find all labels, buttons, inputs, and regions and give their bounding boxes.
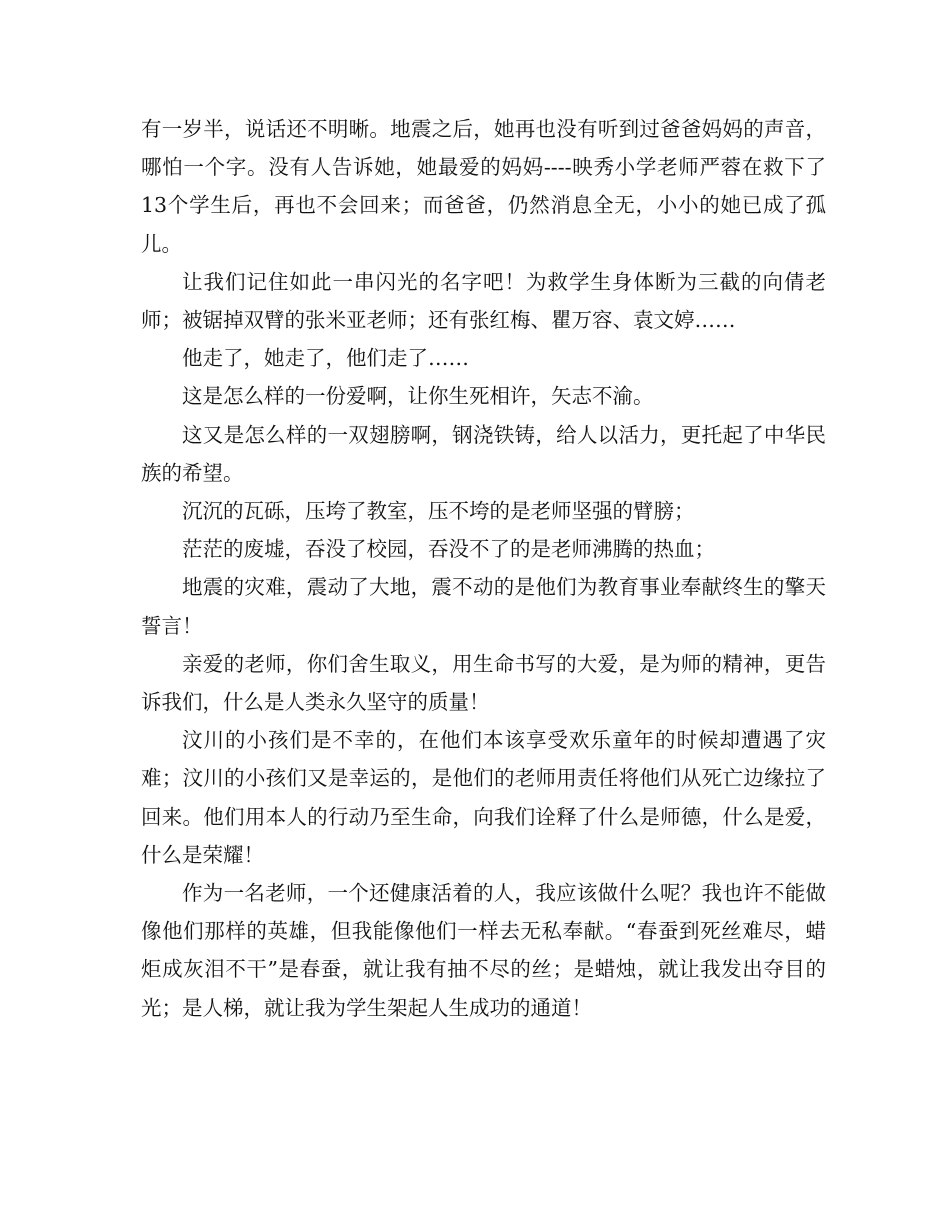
paragraph-as-a-teacher: 作为一名老师，一个还健康活着的人，我应该做什么呢？我也许不能做像他们那样的英雄，但我能像他们一样去无私奉献。“春蚕到死丝难尽，蜡炬成灰泪不干”是春蚕，就让我有抽不尽的丝；是蜡烛，就让我发出夺目的光；是人梯，就让我为学生架起人生成功的通道！ [141, 881, 826, 1020]
paragraph-wings: 这又是怎么样的一双翅膀啊，钢浇铁铸，给人以活力，更托起了中华民族的希望。 [141, 422, 826, 485]
paragraph-rubble: 沉沉的瓦砾，压垮了教室，压不垮的是老师坚强的臂膀； [182, 499, 695, 524]
paragraph-dear-teachers: 亲爱的老师，你们舍生取义，用生命书写的大爱，是为师的精神，更告诉我们，什么是人类永久坚守的质量！ [141, 651, 826, 715]
paragraph-ruins: 茫茫的废墟，吞没了校园，吞没不了的是老师沸腾的热血； [182, 537, 715, 562]
paragraph-love: 这是怎么样的一份爱啊，让你生死相许，矢志不渝。 [182, 384, 654, 409]
paragraph-they-left: 他走了，她走了，他们走了…… [182, 346, 469, 371]
document-body [141, 110, 826, 1027]
paragraph-disaster: 地震的灾难，震动了大地，震不动的是他们为教育事业奉献终生的擎天誓言！ [141, 575, 826, 638]
paragraph-wenchuan-children: 汶川的小孩们是不幸的，在他们本该享受欢乐童年的时候却遭遇了灾难；汶川的小孩们又是幸运的，是他们的老师用责任将他们从死亡边缘拉了回来。他们用本人的行动乃至生命，向我们诠释了什么是师德，什么是爱，什么是荣耀！ [141, 728, 826, 867]
paragraph-continuation: 有一岁半，说话还不明晰。地震之后，她再也没有听到过爸爸妈妈的声音，哪怕一个字。没有人告诉她，她最爱的妈妈----映秀小学老师严蓉在救下了13个学生后，再也不会回来；而爸爸，仍然消息全无，小小的她已成了孤儿。 [141, 117, 826, 256]
paragraph-names: 让我们记住如此一串闪光的名字吧！为救学生身体断为三截的向倩老师；被锯掉双臂的张米亚老师；还有张红梅、瞿万容、袁文婷…… [141, 269, 826, 333]
